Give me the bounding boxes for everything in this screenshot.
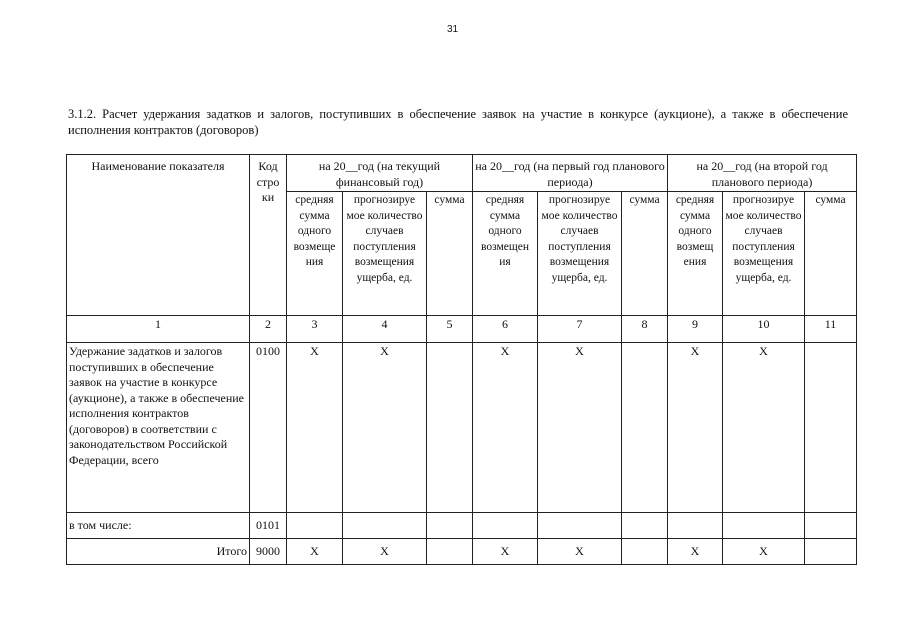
table-cell (427, 343, 473, 513)
column-number: 10 (723, 316, 805, 343)
column-number: 11 (805, 316, 857, 343)
table-cell (622, 539, 668, 565)
row-code: 0100 (250, 343, 287, 513)
header-row-groups (67, 155, 857, 192)
table-cell: X (343, 539, 427, 565)
table-cell: X (668, 343, 723, 513)
table-cell (668, 513, 723, 539)
calculation-table (66, 154, 857, 565)
column-number: 4 (343, 316, 427, 343)
header-code: Код стро ки (250, 155, 287, 316)
table-cell: X (668, 539, 723, 565)
table-row (67, 539, 857, 565)
header-avg-amount-1: средняя сумма одного возмеще ния (287, 192, 343, 316)
header-forecast-count-3: прогнозируе мое количество случаев поступления возмещения ущерба, ед. (723, 192, 805, 316)
header-forecast-count-2: прогнозируе мое количество случаев поступления возмещения ущерба, ед. (538, 192, 622, 316)
header-avg-amount-2: средняя сумма одного возмещен ия (473, 192, 538, 316)
table-cell (723, 513, 805, 539)
header-group-second-plan-year: на 20__год (на второй год планового периода) (668, 155, 857, 192)
table-cell: X (287, 343, 343, 513)
table-cell (287, 513, 343, 539)
table-cell: X (473, 343, 538, 513)
row-name: Удержание задатков и залогов поступивших в обеспечение заявок на участие в конкурсе (аукционе), а также в обеспечение исполнения контрактов (договоров) в соответствии с законодательством Российской Федерации, всего (67, 343, 250, 513)
table-cell (343, 513, 427, 539)
header-group-current-year: на 20__год (на текущий финансовый год) (287, 155, 473, 192)
table-cell: X (343, 343, 427, 513)
column-number: 3 (287, 316, 343, 343)
row-code: 9000 (250, 539, 287, 565)
table-cell (622, 343, 668, 513)
table-cell (622, 513, 668, 539)
header-forecast-count-1: прогнозируе мое количество случаев поступления возмещения ущерба, ед. (343, 192, 427, 316)
row-name: в том числе: (67, 513, 250, 539)
table-cell: X (723, 343, 805, 513)
table-cell (427, 539, 473, 565)
table-row (67, 513, 857, 539)
header-sum-2: сумма (622, 192, 668, 316)
column-number: 7 (538, 316, 622, 343)
column-number: 8 (622, 316, 668, 343)
page-number: 31 (446, 24, 459, 35)
header-sum-1: сумма (427, 192, 473, 316)
table-cell: X (287, 539, 343, 565)
column-number: 6 (473, 316, 538, 343)
column-number: 9 (668, 316, 723, 343)
table-cell (473, 513, 538, 539)
column-number: 2 (250, 316, 287, 343)
table-cell: X (723, 539, 805, 565)
table-cell (427, 513, 473, 539)
table-cell (805, 539, 857, 565)
header-group-first-plan-year: на 20__год (на первый год планового периода) (473, 155, 668, 192)
table-cell: X (538, 539, 622, 565)
table-cell: X (473, 539, 538, 565)
section-title: 3.1.2. Расчет удержания задатков и залогов, поступивших в обеспечение заявок на участие в конкурсе (аукционе), а также в обеспечение исполнения контрактов (договоров) (68, 107, 848, 137)
row-code: 0101 (250, 513, 287, 539)
row-name: Итого (67, 539, 250, 565)
table-cell (805, 513, 857, 539)
table-cell (538, 513, 622, 539)
column-numbers-row (67, 316, 857, 343)
table-cell (805, 343, 857, 513)
table-row (67, 343, 857, 513)
header-sum-3: сумма (805, 192, 857, 316)
header-indicator: Наименование показателя (67, 155, 250, 316)
header-avg-amount-3: средняя сумма одного возмещ ения (668, 192, 723, 316)
column-number: 1 (67, 316, 250, 343)
table-cell: X (538, 343, 622, 513)
column-number: 5 (427, 316, 473, 343)
